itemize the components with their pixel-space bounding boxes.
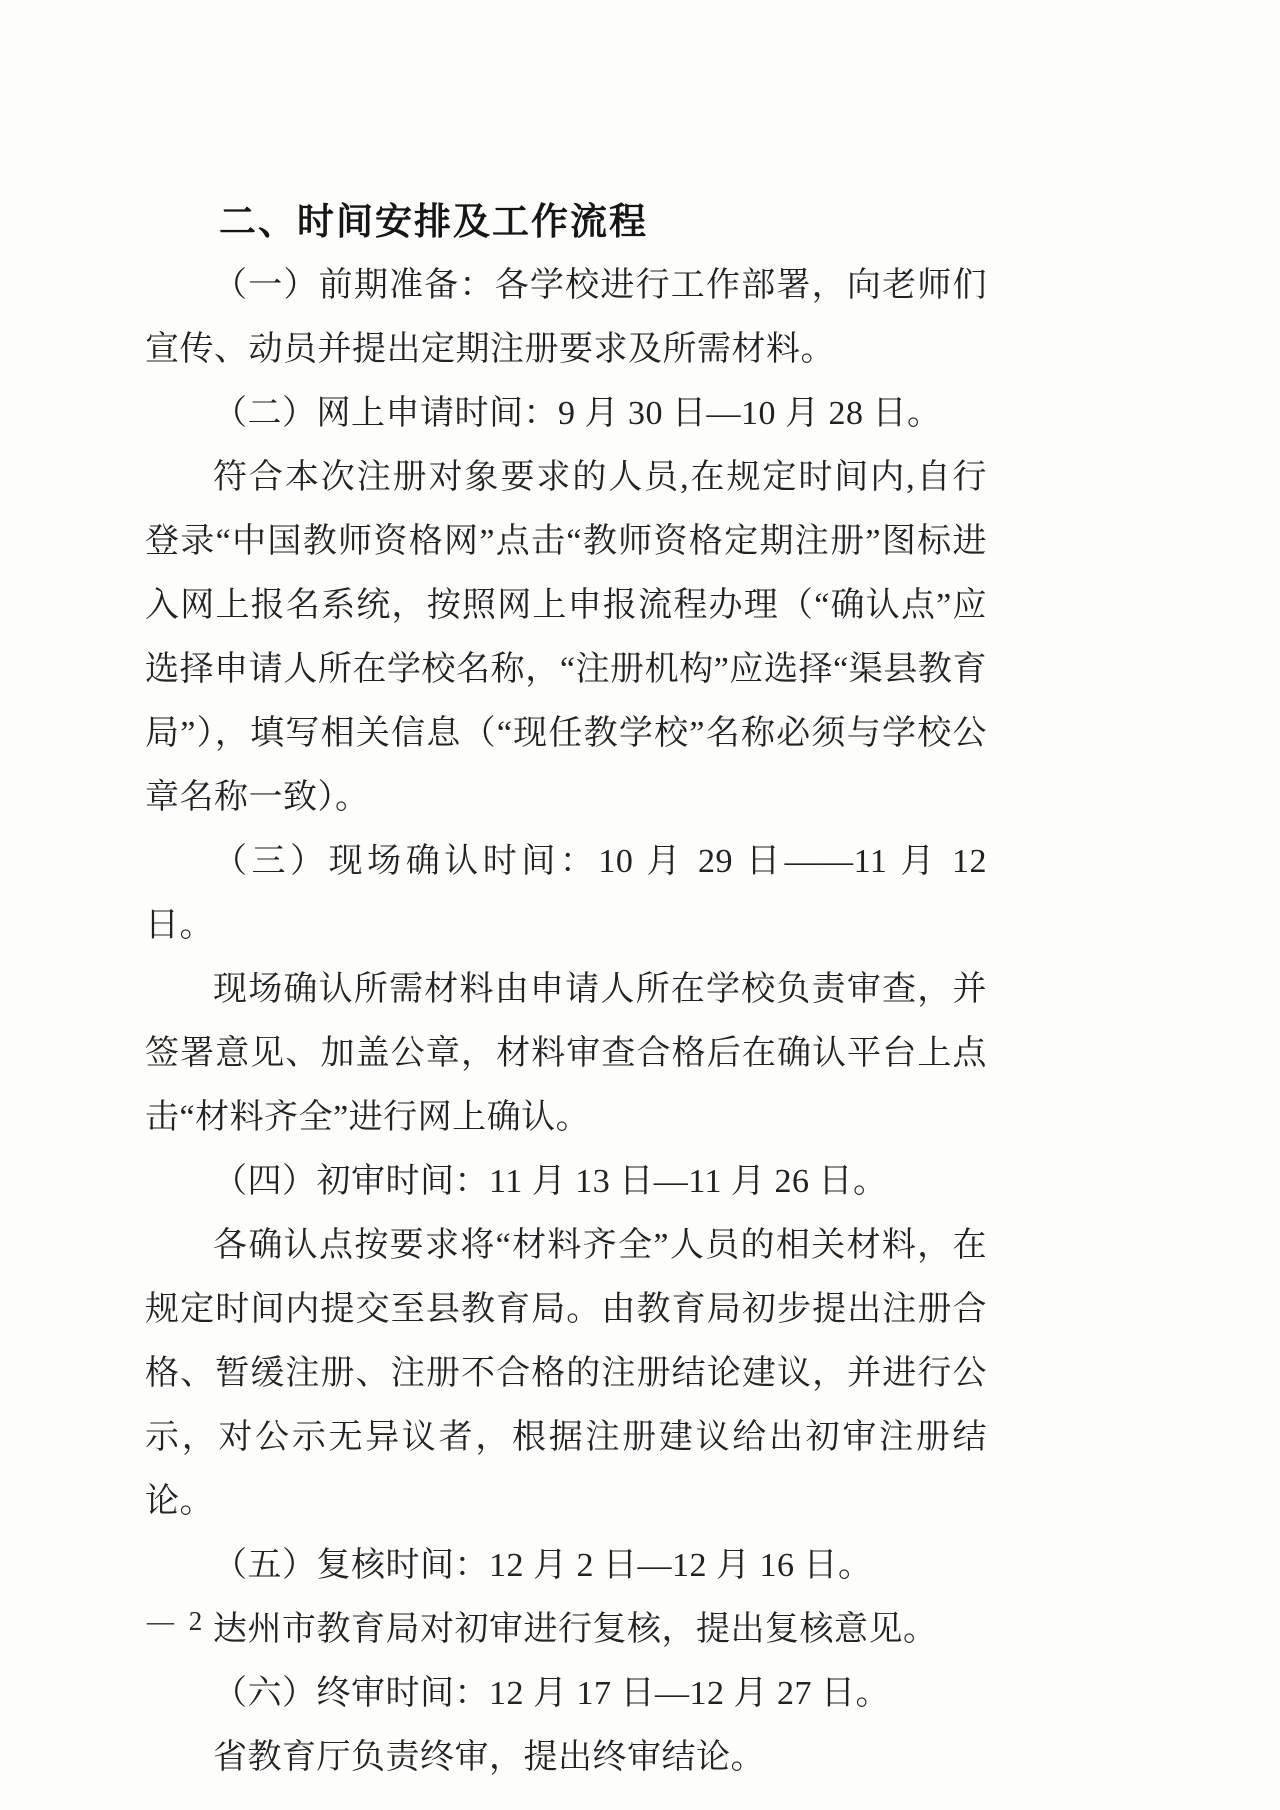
paragraph-online-application-detail: 符合本次注册对象要求的人员,在规定时间内,自行登录“中国教师资格网”点击“教师资格定期注册”图标进入网上报名系统，按照网上申报流程办理（“确认点”应选择申请人所在学校名称，“注册机构”应选择“渠县教育局”），填写相关信息（“现任教学校”名称必须与学校公章名称一致）。 <box>145 459 987 816</box>
paragraph-preparation: （一）前期准备：各学校进行工作部署，向老师们宣传、动员并提出定期注册要求及所需材料。 <box>145 267 987 368</box>
paragraph-initial-review-detail: 各确认点按要求将“材料齐全”人员的相关材料，在规定时间内提交至县教育局。由教育局初步提出注册合格、暂缓注册、注册不合格的注册结论建议，并进行公示，对公示无异议者，根据注册建议给出初审注册结论。 <box>145 1227 987 1520</box>
paragraph-recheck-time: （五）复核时间：12 月 2 日—12 月 16 日。 <box>213 1547 873 1584</box>
paragraph-final-review-detail: 省教育厅负责终审，提出终审结论。 <box>213 1739 765 1776</box>
paragraph-final-review-time: （六）终审时间：12 月 17 日—12 月 27 日。 <box>213 1675 890 1712</box>
page-number: — 2 — <box>147 1606 248 1636</box>
paragraph-initial-review-time: （四）初审时间：11 月 13 日—11 月 26 日。 <box>213 1163 888 1200</box>
paragraph-onsite-confirmation-time: （三）现场确认时间：10 月 29 日——11 月 12 日。 <box>145 843 987 944</box>
document-body <box>145 190 987 1790</box>
section-heading: 二、时间安排及工作流程 <box>219 201 648 242</box>
paragraph-recheck-detail: 达州市教育局对初审进行复核，提出复核意见。 <box>213 1611 938 1648</box>
paragraph-onsite-confirmation-detail: 现场确认所需材料由申请人所在学校负责审查，并签署意见、加盖公章，材料审查合格后在确认平台上点击“材料齐全”进行网上确认。 <box>145 971 987 1136</box>
paragraph-online-application-time: （二）网上申请时间：9 月 30 日—10 月 28 日。 <box>213 395 942 432</box>
